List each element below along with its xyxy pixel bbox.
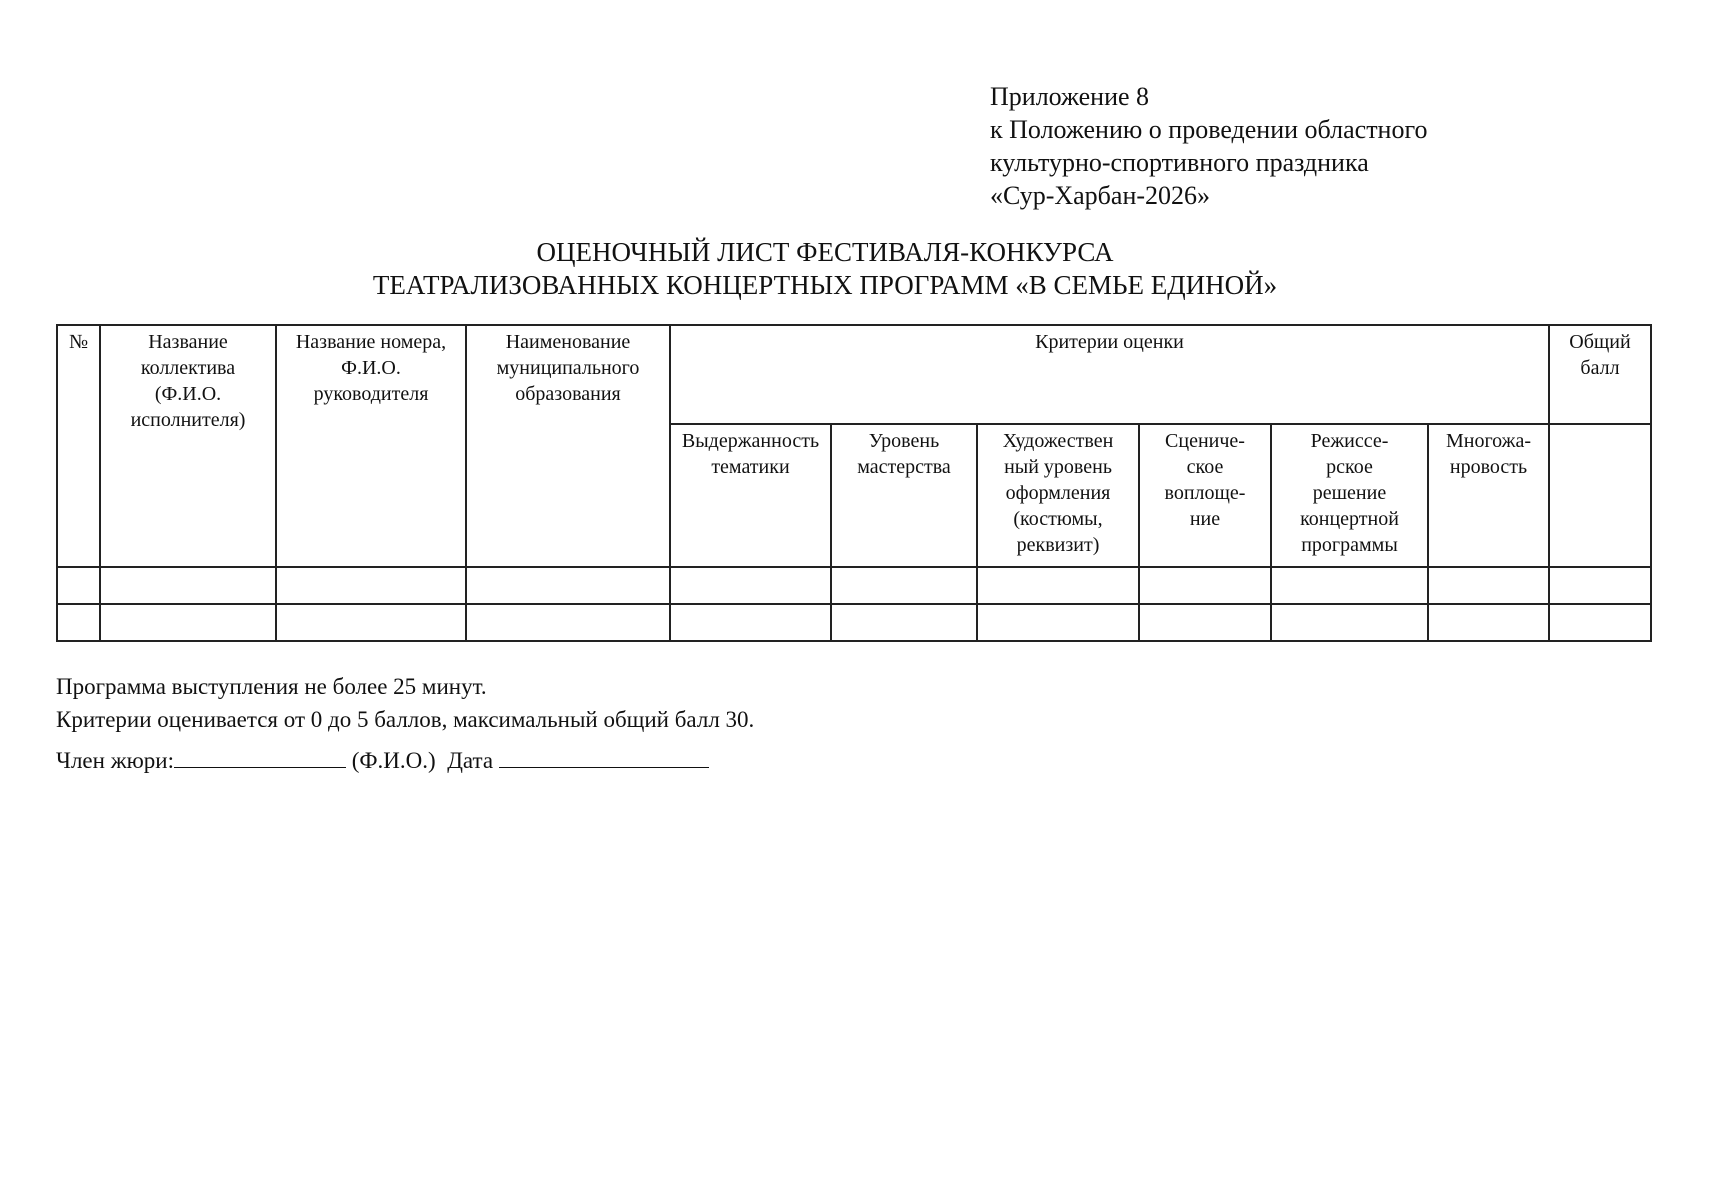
total-score-subheader [1549,424,1651,567]
table-row [57,567,1651,604]
column-header-municipality: Наименование муниципального образования [466,325,670,567]
column-header-item: Название номера, Ф.И.О. руководителя [276,325,466,567]
column-header-total: Общий балл [1549,325,1651,424]
date-blank[interactable] [499,745,709,768]
appendix-regulation: к Положению о проведении областного [990,115,1428,144]
column-header-collective: Название коллектива (Ф.И.О. исполнителя) [100,325,276,567]
table-cell [1428,604,1549,641]
table-cell [670,604,831,641]
table-cell [1139,604,1271,641]
table-cell [977,567,1139,604]
note-duration: Программа выступления не более 25 минут. [56,674,487,699]
appendix-number: Приложение 8 [990,82,1150,111]
table-cell [100,567,276,604]
criterion-genre: Многожа- нровость [1428,424,1549,567]
table-cell [1271,567,1428,604]
document-title [56,236,1594,302]
criterion-design: Художествен ный уровень оформления (костюмы, реквизит) [977,424,1139,567]
title-line-2: ТЕАТРАЛИЗОВАННЫХ КОНЦЕРТНЫХ ПРОГРАММ «В СЕМЬЕ ЕДИНОЙ» [372,270,1278,300]
table-cell [1271,604,1428,641]
table-cell [100,604,276,641]
table-cell [466,567,670,604]
title-line-1: ОЦЕНОЧНЫЙ ЛИСТ ФЕСТИВАЛЯ-КОНКУРСА [536,237,1114,267]
table-cell [831,567,977,604]
table-cell [977,604,1139,641]
table-cell [1549,604,1651,641]
notes [56,670,754,736]
criteria-group-header: Критерии оценки [670,325,1549,424]
table-cell [57,604,100,641]
criterion-skill: Уровень мастерства [831,424,977,567]
table-cell [1549,567,1651,604]
table-cell [1139,567,1271,604]
table-cell [831,604,977,641]
table-cell [670,567,831,604]
evaluation-table [56,324,1652,642]
criterion-direction: Режиссе- рское решение концертной программы [1271,424,1428,567]
table-cell [57,567,100,604]
table-cell [276,567,466,604]
date-label: Дата [447,748,494,773]
table-cell [1428,567,1549,604]
criterion-theme: Выдержанность тематики [670,424,831,567]
criterion-stage: Сцениче- ское воплоще- ние [1139,424,1271,567]
table-cell [276,604,466,641]
table-row [57,604,1651,641]
table-cell [466,604,670,641]
jury-label: Член жюри: [56,748,174,773]
appendix-reference [990,80,1427,212]
appendix-event-name: «Сур-Харбан-2026» [990,181,1211,210]
appendix-event-type: культурно-спортивного праздника [990,148,1369,177]
jury-name-blank[interactable] [174,745,346,768]
column-header-number: № [57,325,100,567]
note-scoring: Критерии оценивается от 0 до 5 баллов, максимальный общий балл 30. [56,707,755,732]
signature-line [56,744,709,777]
fio-label: (Ф.И.О.) [351,748,436,773]
